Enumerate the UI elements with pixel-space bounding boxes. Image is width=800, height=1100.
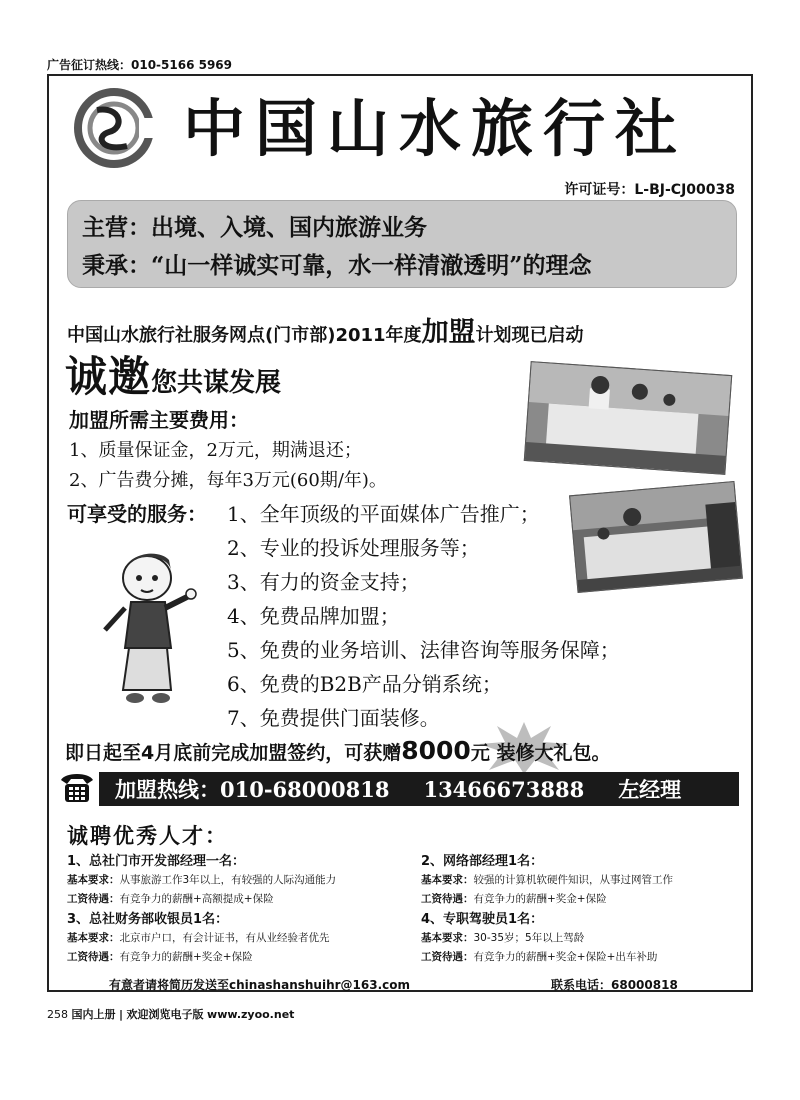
hiring-title: 诚聘优秀人才：	[67, 823, 228, 848]
ad-hotline: 广告征订热线：010-5166 5969	[47, 58, 233, 72]
service-item: 3、有力的资金支持；	[227, 570, 420, 594]
job-pay: 有竞争力的薪酬+奖金+保险	[119, 951, 253, 963]
hotline-number: 加盟热线：010-68000818	[115, 777, 390, 802]
pay-label: 工资待遇：	[67, 951, 120, 963]
service-item: 7、免费提供门面装修。	[227, 706, 440, 730]
fee-advertising: 2、广告费分摊，每年3万元(60期/年)。	[69, 470, 387, 491]
service-item: 2、专业的投诉处理服务等；	[227, 536, 480, 560]
company-motto: 秉承：“山一样诚实可靠，水一样清澈透明”的理念	[82, 252, 592, 279]
job-title: 3、总社财务部收银员1名：	[67, 912, 229, 927]
cathedral-photo	[524, 361, 732, 475]
footer-separator: |	[119, 1008, 124, 1021]
requirement-label: 基本要求：	[67, 932, 120, 944]
job-posting	[421, 910, 761, 967]
advertisement-frame	[47, 74, 753, 992]
job-requirement: 30-35岁；5年以上驾龄	[473, 932, 585, 944]
signing-promotion	[65, 736, 610, 765]
job-pay: 有竞争力的薪酬+奖金+保险	[473, 893, 607, 905]
promo-amount: 8000	[401, 736, 471, 765]
monastery-photo	[569, 481, 743, 593]
promo-text-end: 元 装修大礼包。	[470, 742, 611, 764]
page-number: 258	[47, 1008, 68, 1021]
business-scope: 主营：出境、入境、国内旅游业务	[82, 214, 427, 241]
license-number: 许可证号：L-BJ-CJ00038	[564, 182, 735, 198]
pay-label: 工资待遇：	[421, 951, 474, 963]
headline-emphasis: 加盟	[421, 317, 476, 348]
mascot-illustration	[101, 548, 201, 708]
business-scope-box	[67, 200, 737, 288]
pay-label: 工资待遇：	[421, 893, 474, 905]
fees-title: 加盟所需主要费用：	[69, 408, 249, 432]
job-requirement: 较强的计算机软硬件知识，从事过网管工作	[473, 874, 673, 886]
headline-text-end: 计划现已启动	[475, 325, 584, 346]
invite-big: 诚邀	[65, 352, 152, 401]
job-posting	[67, 852, 407, 909]
job-title: 1、总社门市开发部经理一名：	[67, 854, 246, 869]
requirement-label: 基本要求：	[421, 874, 474, 886]
invitation-heading	[65, 344, 281, 404]
job-posting	[421, 852, 761, 909]
footer-tagline: 欢迎浏览电子版	[126, 1008, 204, 1021]
telephone-icon	[59, 770, 95, 804]
footer-url: www.zyoo.net	[207, 1008, 295, 1021]
job-title: 4、专职驾驶员1名：	[421, 912, 544, 927]
job-pay: 有竞争力的薪酬+高额提成+保险	[119, 893, 274, 905]
service-item: 4、免费品牌加盟；	[227, 604, 400, 628]
service-item: 1、全年顶级的平面媒体广告推广；	[227, 502, 540, 526]
pay-label: 工资待遇：	[67, 893, 120, 905]
fee-deposit: 1、质量保证金，2万元，期满退还；	[69, 440, 362, 461]
franchise-hotline-bar	[99, 772, 739, 806]
services-title: 可享受的服务：	[67, 502, 207, 526]
hotline-mobile: 13466673888	[423, 776, 585, 802]
headline-text: 中国山水旅行社服务网点(门市部)2011年度	[67, 325, 422, 346]
promo-text: 即日起至4月底前完成加盟签约，可获赠	[65, 742, 402, 764]
requirement-label: 基本要求：	[421, 932, 474, 944]
service-item: 6、免费的B2B产品分销系统；	[227, 672, 502, 696]
job-posting	[67, 910, 407, 967]
company-logo	[69, 88, 159, 168]
job-requirement: 北京市户口，有会计证书，有从业经验者优先	[119, 932, 330, 944]
page-footer	[47, 1006, 294, 1022]
job-requirement: 从事旅游工作3年以上，有较强的人际沟通能力	[119, 874, 337, 886]
service-item: 5、免费的业务培训、法律咨询等服务保障；	[227, 638, 620, 662]
job-pay: 有竞争力的薪酬+奖金+保险+出车补助	[473, 951, 658, 963]
hotline-contact: 左经理	[618, 777, 682, 802]
invite-small: 您共谋发展	[151, 368, 282, 398]
brand-name: 中国山水旅行社	[183, 92, 688, 165]
resume-email: 有意者请将简历发送至chinashanshuihr@163.com	[109, 978, 411, 992]
job-title: 2、网络部经理1名：	[421, 854, 544, 869]
hr-contact-phone: 联系电话：68000818	[551, 978, 678, 992]
requirement-label: 基本要求：	[67, 874, 120, 886]
catalog-section: 国内上册	[71, 1008, 116, 1021]
